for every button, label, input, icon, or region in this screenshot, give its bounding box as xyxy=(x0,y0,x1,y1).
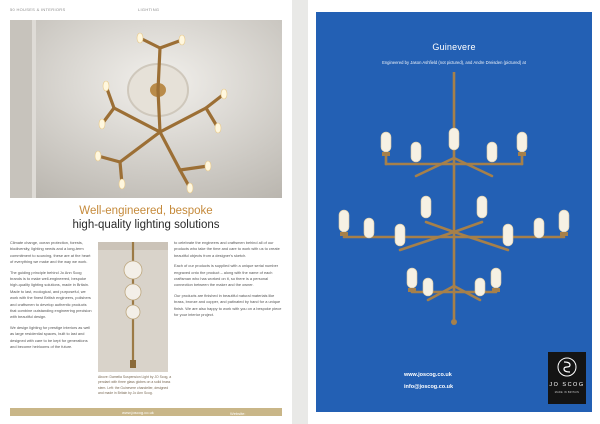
logo-brand-text: JO SCOG xyxy=(549,382,585,388)
website-link[interactable]: www.joscog.co.uk xyxy=(404,372,452,378)
product-subtitle: Engineered by Jason Ashfield (not pictured), and Andre Dreisden (pictured) at xyxy=(382,60,526,65)
pendant-light-illustration xyxy=(98,242,168,372)
email-link[interactable]: info@joscog.co.uk xyxy=(404,384,454,390)
body-paragraph: We design lighting for prestige interiors as well as large residential spaces, built to last and designed with care to be kept for generations and become heirlooms of the future. xyxy=(10,324,91,350)
logo-emblem-icon xyxy=(548,352,586,380)
photo-caption: Above: Damelia Suspension Light by JO Scog, a pendant with three glass globes on a solid brass stem. Left: the Guinevere chandelier, designed and made in Britain by Jo Ann Scog. xyxy=(98,375,172,395)
advert-panel xyxy=(316,12,592,412)
jo-scog-logo xyxy=(548,352,586,404)
website-url-link[interactable]: www.joscog.co.uk xyxy=(122,409,154,415)
left-page xyxy=(0,0,292,424)
article-headline xyxy=(10,204,282,232)
headline-line-2: high-quality lighting solutions xyxy=(72,219,220,231)
running-header-section: LIGHTING xyxy=(138,7,160,12)
website-label: Website: xyxy=(230,411,246,416)
headline-line-1: Well-engineered, bespoke xyxy=(79,205,213,217)
chandelier-photo xyxy=(10,20,282,198)
pendant-light-photo xyxy=(98,242,168,372)
logo-tagline: MADE IN BRITAIN xyxy=(554,391,580,394)
running-header-left: 50 HOUSES & INTERIORS xyxy=(10,7,66,12)
body-paragraph: Each of our products is supplied with a unique serial number engraved onto the product – along with the name of each craftsman who has worked on it, so there is a personal connection between the maker and the owner. xyxy=(174,263,279,288)
body-paragraph: Our products are finished in beautiful natural materials like brass, bronze and copper, and patinated by hand for a unique finish. We are also happy to work with you on a bespoke piece for your interior project. xyxy=(174,292,282,318)
body-paragraph: The guiding principle behind Jo Ann Scog brands is to make well-engineered, bespoke high-quality lighting solutions, made in Britain. Made to last, ecological, and purposeful, we work with the finest British engineers, polishers and craftsmen to develop authentic products that combine outstanding engineering precision with beautiful design. xyxy=(10,269,92,320)
body-column-1 xyxy=(10,240,92,355)
body-column-3 xyxy=(174,240,282,322)
right-page xyxy=(308,0,600,424)
body-paragraph: Climate change, ocean protection, forests, biodiversity, lighting needs and a long-term commitment to sourcing, these are at the heart of everything we make and the way we work. xyxy=(10,240,91,265)
product-title: Guinevere xyxy=(432,42,476,52)
body-paragraph: to celebrate the engineers and craftsmen behind all of our products who take the time and care to work with us to create beautiful objects from a designer's sketch. xyxy=(174,240,280,258)
website-footer-bar xyxy=(10,408,282,416)
guinevere-chandelier-image xyxy=(316,72,592,342)
chandelier-photo-illustration xyxy=(10,20,282,198)
website-footer-text[interactable] xyxy=(120,409,246,416)
